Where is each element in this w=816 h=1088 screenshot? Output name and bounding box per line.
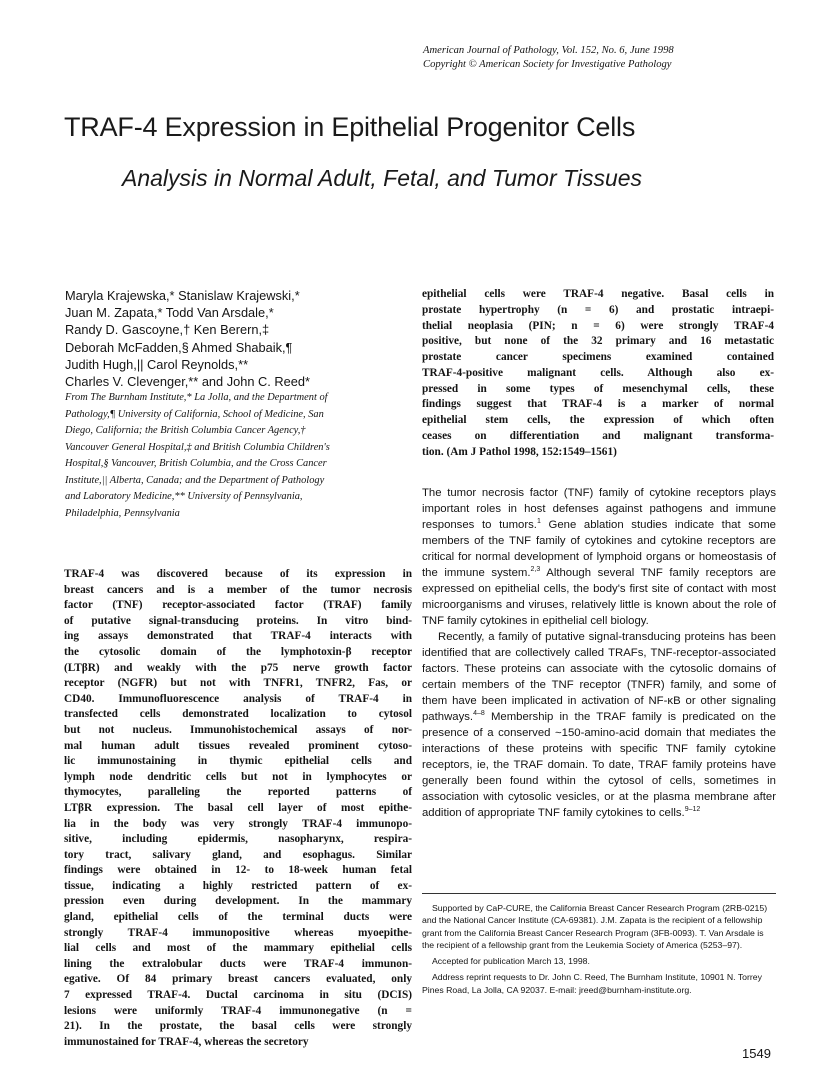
- article-title: TRAF-4 Expression in Epithelial Progenitor Cells: [64, 112, 636, 142]
- affiliation-line: Philadelphia, Pennsylvania: [65, 507, 180, 519]
- abstract-line: mal human adult tissues revealed prominent cytoso-: [64, 739, 412, 752]
- affiliation-line: Vancouver General Hospital,‡ and British Columbia Children's: [65, 441, 330, 453]
- affiliation-line: and Laboratory Medicine,** University of Pennsylvania,: [65, 491, 303, 502]
- affiliation-line: Diego, California; the British Columbia Cancer Agency,†: [65, 425, 306, 436]
- journal-header: [423, 44, 793, 71]
- abstract-line: lesions were uniformly TRAF-4 immunonegative (n =: [64, 1004, 412, 1017]
- author-line: Deborah McFadden,§ Ahmed Shabaik,¶: [65, 339, 293, 355]
- abstract-line: 21). In the prostate, the basal cells were strongly: [64, 1020, 412, 1033]
- abstract-line: tion. (Am J Pathol 1998, 152:1549–1561): [422, 445, 617, 458]
- abstract-line: LTβR expression. The basal cell layer of most epithe-: [64, 801, 412, 814]
- abstract-line: lymph node dendritic cells but not in lymphocytes or: [64, 770, 412, 783]
- abstract-line: strongly TRAF-4 immunopositive whereas myoepithe-: [64, 926, 412, 939]
- body-text: [422, 485, 776, 821]
- author-line: Juan M. Zapata,* Todd Van Arsdale,*: [65, 305, 274, 321]
- funding-note: Supported by CaP-CURE, the California Breast Cancer Research Program (2RB-0215) and the National Cancer Institute (CA-69381). J.M. Zapata is the recipient of a fellowship grant from the California Breast Cancer Research Program (3FB-0093). T. Van Arsdale is the recipient of a fellowship grant from the Leukemia Society of America (5253–97).: [422, 903, 768, 950]
- abstract-line: the cytosolic domain of the lymphotoxin-β receptor: [64, 645, 412, 658]
- abstract-line: findings were obtained in 12- to 18-week human fetal: [64, 864, 412, 877]
- abstract-line: sitive, including epidermis, nasopharynx, respira-: [64, 833, 412, 846]
- reference-marker[interactable]: 1: [536, 518, 541, 526]
- abstract-line: CD40. Immunofluorescence analysis of TRAF-4 in: [64, 692, 412, 705]
- author-list: [65, 287, 415, 390]
- journal-citation: American Journal of Pathology, Vol. 152, No. 6, June 1998: [423, 45, 674, 56]
- footnote: [422, 902, 778, 1000]
- abstract-line: epithelial cells were TRAF-4 negative. Basal cells in: [422, 288, 774, 300]
- footnote-divider: [422, 893, 776, 894]
- affiliation-line: Pathology,¶ University of California, School of Medicine, San: [65, 408, 324, 420]
- abstract-line: 7 expressed TRAF-4. Ductal carcinoma in situ (DCIS): [64, 989, 412, 1002]
- abstract-continuation: [422, 287, 774, 460]
- affiliation-line: Institute,|| Alberta, Canada; and the Department of Pathology: [65, 474, 325, 486]
- abstract-line: tory tract, salivary gland, and esophagus. Similar: [64, 848, 412, 861]
- abstract-line: TRAF-4-positive malignant cells. Although also ex-: [422, 366, 774, 379]
- accepted-note: Accepted for publication March 13, 1998.: [432, 956, 590, 967]
- article-subtitle: Analysis in Normal Adult, Fetal, and Tumor Tissues: [122, 165, 643, 191]
- abstract-line: TRAF-4 was discovered because of its expression in: [64, 568, 412, 580]
- abstract-line: thelial neoplasia (PIN; n = 6) were strongly TRAF-4: [422, 319, 774, 332]
- body-paragraph: Recently, a family of putative signal-transducing proteins has been identified that are collectively called TRAFs, TNF-receptor-associated factors. These proteins can associate with the cytosolic domains of certain members of the TNF receptor (TNFR) family, and some of them have been implicated in activation of NF-κB or other signaling pathways.$^{4-8}$ Membership in the TRAF family is predicated on the presence of a conserved ~150-amino-acid domain that mediates the interactions of these proteins with specific TNF family cytokine receptors, ie, the TRAF domain. To date, TRAF family proteins have generally been found within the cytosol of cells, sometimes in association with cytosolic vesicles, or at the plasma membrane after addition of appropriate TNF family cytokines to cells.$^{9-12}$: [422, 631, 776, 819]
- author-line: Judith Hugh,|| Carol Reynolds,**: [65, 356, 249, 372]
- abstract-line: egative. Of 84 primary breast cancers evaluated, only: [64, 973, 412, 986]
- abstract-line: factor (TNF) receptor-associated factor (TRAF) family: [64, 599, 412, 612]
- affiliation-line: Hospital,§ Vancouver, British Columbia, and the Cross Cancer: [65, 458, 327, 469]
- abstract-line: of putative signal-transducing proteins. In vitro bind-: [64, 614, 412, 627]
- abstract-line: lining the extralobular ducts were TRAF-4 immunon-: [64, 957, 412, 970]
- abstract-line: gland, epithelial cells of the terminal ducts were: [64, 911, 412, 924]
- abstract: [64, 567, 412, 1050]
- abstract-line: (LTβR) and weakly with the p75 nerve growth factor: [64, 661, 412, 674]
- abstract-line: pressed in some types of mesenchymal cells, these: [422, 382, 774, 395]
- reprint-note: Address reprint requests to Dr. John C. Reed, The Burnham Institute, 10901 N. Torrey Pines Road, La Jolla, CA 92037. E-mail: jreed@burnham-institute.org.: [422, 972, 762, 995]
- reference-marker[interactable]: 4–8: [473, 710, 485, 718]
- abstract-line: but not nucleus. Immunohistochemical assays of nor-: [64, 723, 412, 736]
- affiliation-line: From The Burnham Institute,* La Jolla, and the Department of: [65, 392, 328, 403]
- abstract-line: prostate cancer specimens examined contained: [422, 351, 774, 363]
- reference-marker[interactable]: 9–12: [684, 806, 701, 814]
- abstract-line: pression even during development. In the mammary: [64, 895, 412, 908]
- page-number: 1549: [742, 1046, 771, 1061]
- abstract-line: lia in the body was very strongly TRAF-4 immunopo-: [64, 817, 412, 830]
- abstract-line: thymocytes, paralleling the reported patterns of: [64, 786, 412, 799]
- author-line: Randy D. Gascoyne,† Ken Berern,‡: [65, 322, 270, 338]
- abstract-line: epithelial stem cells, the expression of which often: [422, 414, 774, 426]
- abstract-line: transfected cells demonstrated localization to cytosol: [64, 708, 412, 721]
- abstract-line: tissue, indicating a highly restricted pattern of ex-: [64, 879, 412, 892]
- abstract-line: receptor (NGFR) but not with TNFR1, TNFR2, Fas, or: [64, 677, 412, 690]
- abstract-line: ing assays demonstrated that TRAF-4 interacts with: [64, 630, 412, 643]
- author-line: Charles V. Clevenger,** and John C. Reed*: [65, 374, 310, 390]
- abstract-line: lial cells and most of the mammary epithelial cells: [64, 942, 412, 955]
- author-line: Maryla Krajewska,* Stanislaw Krajewski,*: [65, 288, 300, 303]
- abstract-line: immunostained for TRAF-4, whereas the secretory: [64, 1035, 309, 1048]
- abstract-line: prostate hypertrophy (n = 6) and prostatic intraepi-: [422, 303, 774, 316]
- abstract-line: ceases on differentiation and malignant transforma-: [422, 429, 774, 442]
- abstract-line: positive, but none of the 32 primary and 16 metastatic: [422, 335, 774, 348]
- abstract-line: lic immunostaining in thymic epithelial cells and: [64, 755, 412, 768]
- affiliations: [65, 390, 410, 522]
- abstract-line: findings suggest that TRAF-4 is a marker of normal: [422, 398, 774, 411]
- body-paragraph: The tumor necrosis factor (TNF) family of cytokine receptors plays important roles in host defenses against pathogens and immune responses to tumors.$^1$ Gene ablation studies indicate that some members of the TNF family of cytokines and cytokine receptors are critical for normal development of lymphoid organs or homeostasis of the immune system.$^{2,3}$ Although several TNF family receptors are expressed on epithelial cells, the body's first site of contact with most microorganisms and viruses, relatively little is known about the role of TNF family cytokines in epithelial cell biology.: [422, 487, 776, 627]
- reference-marker[interactable]: 2,3: [530, 566, 541, 574]
- abstract-line: breast cancers and is a member of the tumor necrosis: [64, 583, 412, 596]
- journal-copyright: Copyright © American Society for Investigative Pathology: [423, 58, 672, 70]
